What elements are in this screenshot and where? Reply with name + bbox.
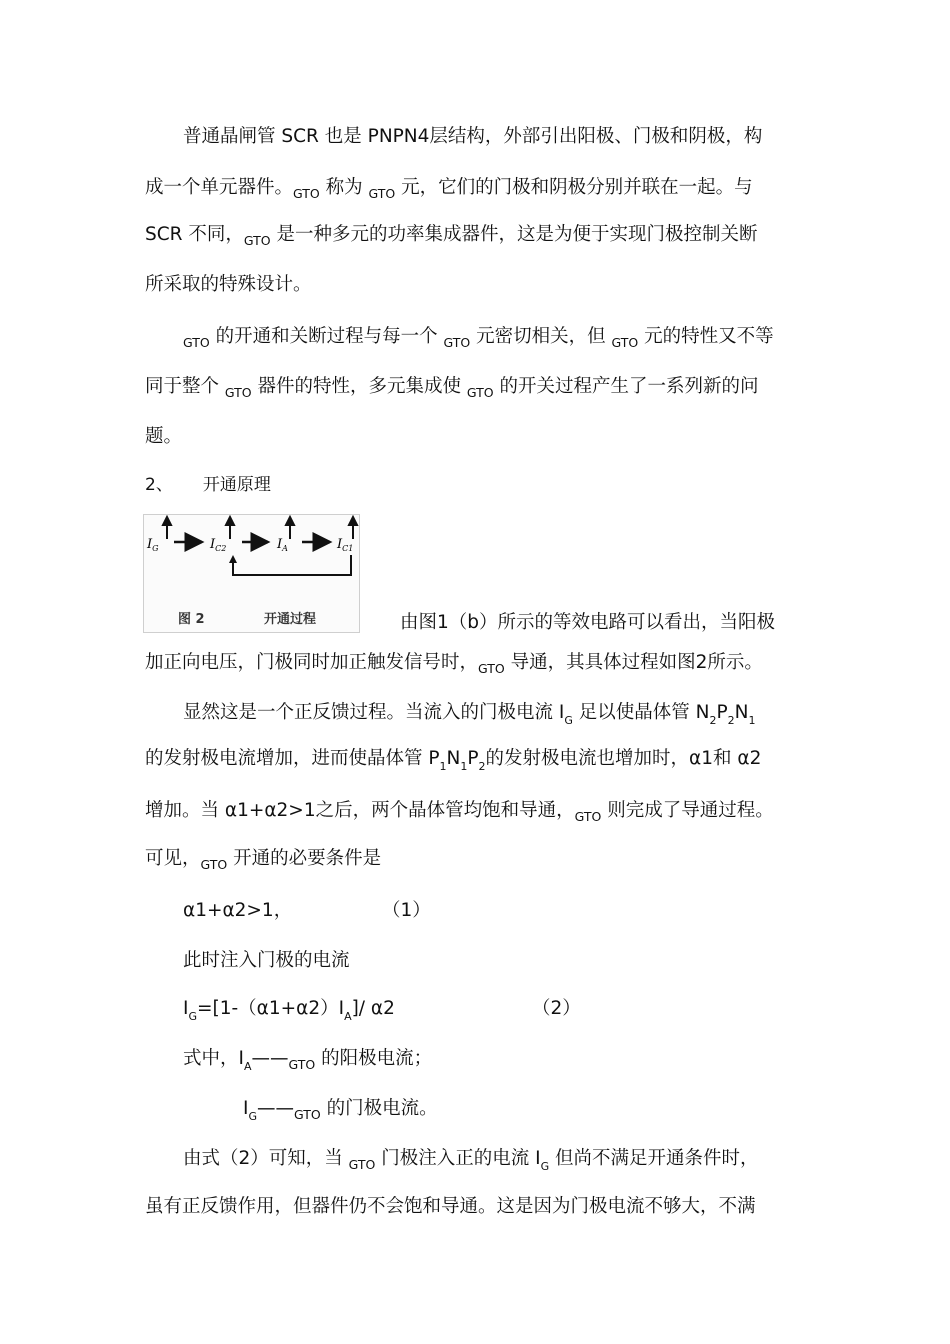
section-heading (145, 472, 271, 498)
paragraph-3-line-1: 由图1（b）所示的等效电路可以看出，当阳极 (400, 612, 776, 633)
figure-2-turn-on-process (143, 514, 360, 633)
up-arrow-icons (163, 517, 357, 539)
label-ic1: $I_{C1}$ (337, 537, 354, 553)
section-title: 开通原理 (202, 475, 271, 495)
paragraph-2-line-1: $_{GTO}$ 的开通和关断过程与每一个 $_{GTO}$ 元密切相关，但 $_{GTO}$ 元的特性又不等 (183, 326, 774, 350)
paragraph-6-line-2: 虽有正反馈作用，但器件仍不会饱和导通。这是因为门极电流不够大，不满 (145, 1196, 756, 1217)
section-number: 2、 (145, 475, 173, 495)
where-clause-ia: 式中，$I_A——_{GTO}$ 的阳极电流； (183, 1048, 433, 1073)
equation-1-expr: α1+α2>1， (183, 900, 293, 921)
equation-1-number: （1） (382, 900, 431, 921)
paragraph-2-line-2: 同于整个 $_{GTO}$ 器件的特性，多元集成使 $_{GTO}$ 的开关过程产生了一系列新的问 (145, 376, 759, 400)
label-ia: $I_A$ (277, 537, 288, 553)
feedback-loop-icon (233, 555, 351, 575)
label-ig: $I_G$ (147, 537, 159, 553)
paragraph-6-line-1: 由式（2）可知，当 $_{GTO}$ 门极注入正的电流 $I_G$ 但尚不满足开通条件时， (183, 1148, 759, 1173)
paragraph-4-line-2: 的发射极电流增加，进而使晶体管 $P_1N_1P_2$的发射极电流也增加时，α1和 α2 (145, 748, 762, 773)
paragraph-1-line-4: 所采取的特殊设计。 (145, 274, 312, 295)
equation-2: $I_G=[1-(\alpha 1+\alpha 2)I_A]/$ α2 (183, 998, 395, 1023)
figure-caption-number: 图 2 (178, 612, 205, 627)
paragraph-4-line-4: 可见，$_{GTO}$ 开通的必要条件是 (145, 848, 382, 872)
paragraph-3-line-2: 加正向电压，门极同时加正触发信号时，$_{GTO}$ 导通，其具体过程如图2所示。 (145, 652, 763, 676)
paragraph-1-line-2: 成一个单元器件。$_{GTO}$ 称为 $_{GTO}$ 元，它们的门极和阴极分别并联在一起。与 (145, 177, 753, 201)
paragraph-1-line-1: 普通晶闸管 SCR 也是 PNPN4层结构，外部引出阳极、门极和阴极，构 (183, 126, 763, 147)
figure-caption-text: 开通过程 (264, 612, 317, 627)
paragraph-4-line-1: 显然这是一个正反馈过程。当流入的门极电流 $I_G$ 足以使晶体管 $N_2P_2N_1$ (183, 702, 756, 727)
label-ic2: $I_{C2}$ (210, 537, 227, 553)
paragraph-5: 此时注入门极的电流 (183, 950, 350, 971)
paragraph-4-line-3: 增加。当 α1+α2>1之后，两个晶体管均饱和导通，$_{GTO}$ 则完成了导通过程。 (145, 800, 774, 824)
where-clause-ig: $I_G——_{GTO}$ 的门极电流。 (243, 1098, 438, 1123)
paragraph-2-line-3: 题。 (145, 426, 183, 447)
equation-2-number: （2） (532, 998, 581, 1019)
flow-diagram (144, 515, 359, 632)
equation-1 (183, 898, 292, 924)
paragraph-1-line-3: SCR 不同，$_{GTO}$ 是一种多元的功率集成器件，这是为便于实现门极控制关断 (145, 224, 758, 248)
